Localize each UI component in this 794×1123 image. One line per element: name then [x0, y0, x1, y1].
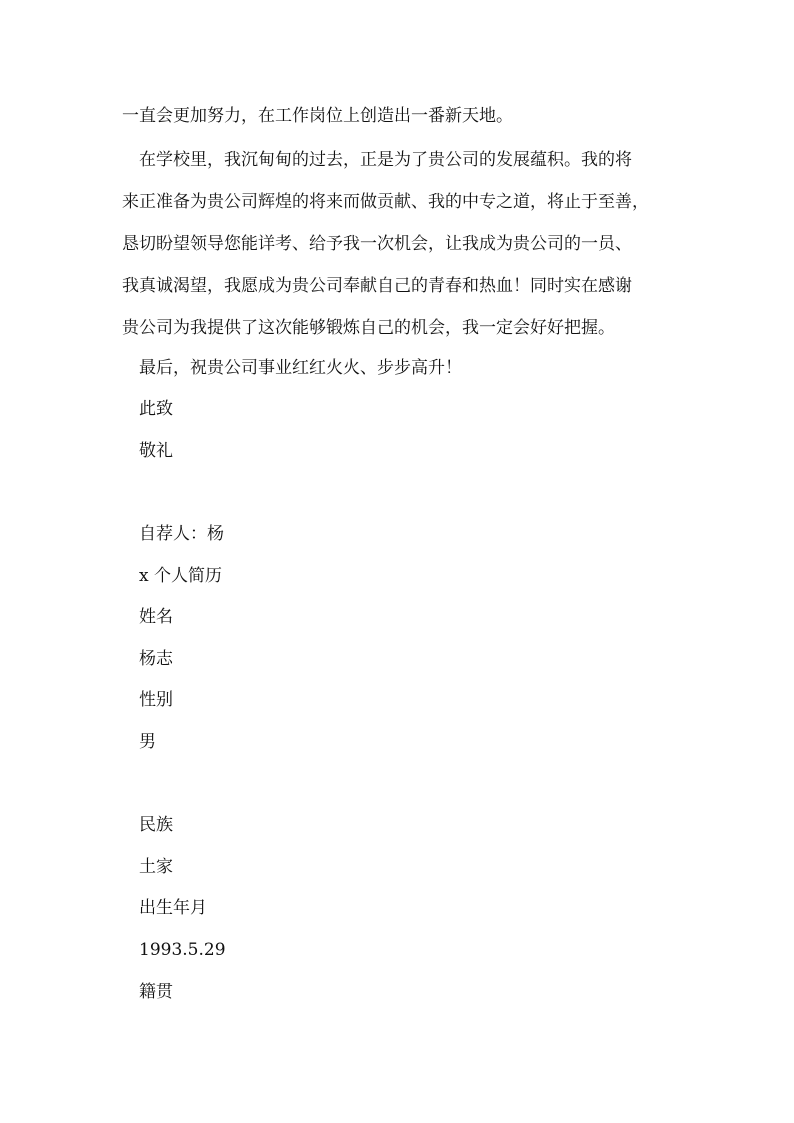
paragraph-line-7: 最后，祝贵公司事业红红火火、步步高升！: [139, 358, 462, 378]
gender-value: 男: [139, 732, 156, 752]
name-value: 杨志: [139, 649, 173, 669]
ethnicity-label: 民族: [139, 815, 173, 835]
resume-title: x 个人简历: [139, 566, 222, 586]
birth-value: 1993.5.29: [139, 940, 226, 960]
paragraph-line-1: 一直会更加努力，在工作岗位上创造出一番新天地。: [122, 106, 513, 126]
closing-salute: 此致: [139, 399, 173, 419]
ethnicity-value: 土家: [139, 857, 173, 877]
paragraph-line-2: 在学校里，我沉甸甸的过去，正是为了贵公司的发展蕴积。我的将: [139, 150, 632, 170]
name-label: 姓名: [139, 607, 173, 627]
closing-respect: 敬礼: [139, 441, 173, 461]
gender-label: 性别: [139, 690, 173, 710]
paragraph-line-5: 我真诚渴望，我愿成为贵公司奉献自己的青春和热血！同时实在感谢: [122, 276, 632, 296]
signature: 自荐人：杨: [139, 524, 224, 544]
paragraph-line-4: 恳切盼望领导您能详考、给予我一次机会，让我成为贵公司的一员、: [122, 234, 632, 254]
paragraph-line-6: 贵公司为我提供了这次能够锻炼自己的机会，我一定会好好把握。: [122, 318, 615, 338]
birth-label: 出生年月: [139, 898, 207, 918]
paragraph-line-3: 来正准备为贵公司辉煌的将来而做贡献、我的中专之道，将止于至善，: [122, 192, 649, 212]
origin-label: 籍贯: [139, 982, 173, 1002]
